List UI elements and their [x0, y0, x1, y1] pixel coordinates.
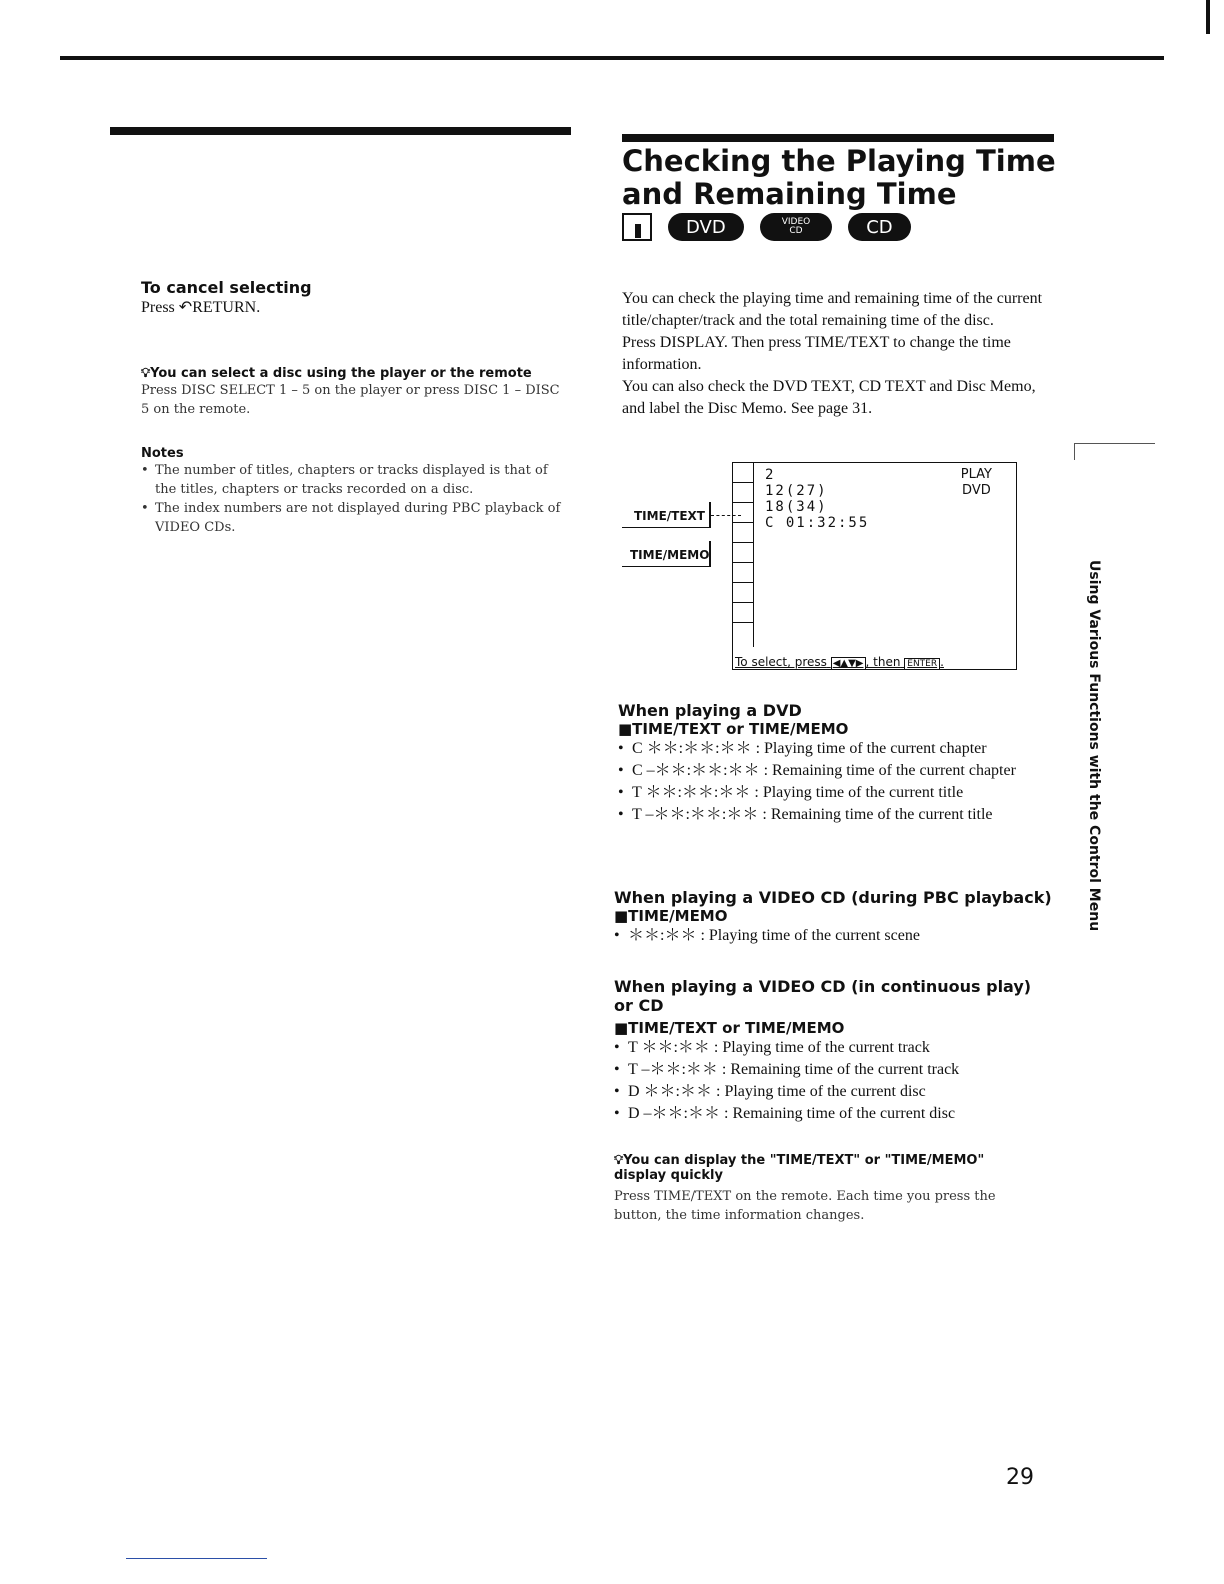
callout-line	[711, 515, 741, 517]
page-number: 29	[1006, 1465, 1034, 1490]
enter-button-icon: ENTER	[904, 658, 940, 670]
disc-type-badges	[622, 212, 911, 242]
list-item: • T –＊＊:＊＊ : Remaining time of the current track	[614, 1059, 1054, 1081]
osd-status-disc: DVD	[962, 483, 991, 498]
vcd-pbc-section	[614, 888, 1054, 947]
intro-paragraph: You can also check the DVD TEXT, CD TEXT and Disc Memo, and label the Disc Memo. See page 31.	[622, 378, 1036, 417]
top-rule	[60, 56, 1164, 60]
dvd-list	[618, 738, 1058, 826]
arrow-buttons-icon: ◀▲▼▶	[832, 658, 864, 669]
tip1-heading: 💡︎You can select a disc using the player or the remote	[141, 366, 532, 381]
osd-status	[961, 467, 992, 499]
osd-title-number: 2	[765, 467, 776, 483]
vcd-pbc-list	[614, 925, 1054, 947]
right-heading-bar	[622, 134, 1054, 142]
cancel-text: Press ↶RETURN.	[141, 299, 261, 316]
osd-time-readout: C 01:32:55	[765, 515, 870, 531]
lightbulb-icon: 💡︎	[141, 366, 151, 381]
menu-icon-column	[733, 463, 754, 647]
dvd-section	[618, 701, 1058, 826]
list-item: • T ＊＊:＊＊:＊＊ : Playing time of the current title	[618, 782, 1058, 804]
vcd-cont-list	[614, 1037, 1054, 1125]
intro-text	[622, 288, 1052, 420]
list-item: • ＊＊:＊＊ : Playing time of the current scene	[614, 925, 1054, 947]
list-item: • C ＊＊:＊＊:＊＊ : Playing time of the current chapter	[618, 738, 1058, 760]
tip1-section	[141, 366, 571, 419]
osd-chapter-number: 12(27)	[765, 483, 828, 499]
label-bracket	[709, 541, 711, 567]
dvd-subheading: ■TIME/TEXT or TIME/MEMO	[618, 720, 849, 738]
footer-rule	[126, 1558, 267, 1559]
tip2-section	[614, 1153, 1034, 1225]
vcd-cont-section	[614, 977, 1054, 1125]
video-cd-badge: VIDEO CD	[760, 213, 833, 241]
vcd-pbc-heading: When playing a VIDEO CD (during PBC playback)	[614, 888, 1052, 907]
osd-instruction: To select, press ◀▲▼▶ , then ENTER .	[735, 655, 944, 669]
page-title: Checking the Playing Time and Remaining Time	[622, 144, 1056, 211]
osd-status-play: PLAY	[960, 467, 992, 482]
cancel-heading: To cancel selecting	[141, 278, 312, 297]
intro-paragraph: You can check the playing time and remaining time of the current title/chapter/track and the total remaining time of the disc.	[622, 290, 1043, 329]
control-menu-display	[732, 462, 1017, 670]
left-heading-bar	[110, 127, 571, 135]
note-item: • The index numbers are not displayed during PBC playback of VIDEO CDs.	[141, 499, 571, 537]
time-text-label: TIME/TEXT	[634, 509, 705, 523]
side-tab-label: Using Various Functions with the Control Menu	[1086, 560, 1102, 932]
vcd-pbc-subheading: ■TIME/MEMO	[614, 907, 728, 925]
tip2-text: Press TIME/TEXT on the remote. Each time you press the button, the time information changes.	[614, 1189, 996, 1223]
tip1-text: Press DISC SELECT 1 – 5 on the player or press DISC 1 – DISC 5 on the remote.	[141, 383, 560, 417]
cd-badge: CD	[848, 213, 910, 241]
list-item: • D –＊＊:＊＊ : Remaining time of the current disc	[614, 1103, 1054, 1125]
cancel-section	[141, 278, 571, 319]
lightbulb-icon: 💡︎	[614, 1153, 624, 1168]
display-button-icon	[622, 213, 652, 241]
notes-heading: Notes	[141, 446, 184, 461]
time-memo-label: TIME/MEMO	[630, 548, 710, 562]
list-item: • D ＊＊:＊＊ : Playing time of the current disc	[614, 1081, 1054, 1103]
tip2-heading: 💡︎You can display the "TIME/TEXT" or "TIME/MEMO" display quickly	[614, 1153, 985, 1183]
intro-paragraph: Press DISPLAY. Then press TIME/TEXT to change the time information.	[622, 334, 1011, 373]
list-item: • T –＊＊:＊＊:＊＊ : Remaining time of the current title	[618, 804, 1058, 826]
side-tab-frame	[1074, 443, 1155, 460]
notes-list	[141, 461, 571, 537]
list-item: • T ＊＊:＊＊ : Playing time of the current track	[614, 1037, 1054, 1059]
note-item: • The number of titles, chapters or tracks displayed is that of the titles, chapters or tracks recorded on a disc.	[141, 461, 571, 499]
top-edge-mark	[1206, 0, 1210, 34]
vcd-cont-subheading: ■TIME/TEXT or TIME/MEMO	[614, 1019, 845, 1037]
dvd-badge: DVD	[668, 213, 744, 241]
vcd-cont-heading: When playing a VIDEO CD (in continuous play) or CD	[614, 977, 1032, 1015]
notes-section	[141, 446, 571, 537]
label-underline	[622, 566, 710, 567]
list-item: • C –＊＊:＊＊:＊＊ : Remaining time of the current chapter	[618, 760, 1058, 782]
label-underline	[622, 527, 710, 528]
dvd-heading: When playing a DVD	[618, 701, 802, 720]
osd-track-number: 18(34)	[765, 499, 828, 515]
